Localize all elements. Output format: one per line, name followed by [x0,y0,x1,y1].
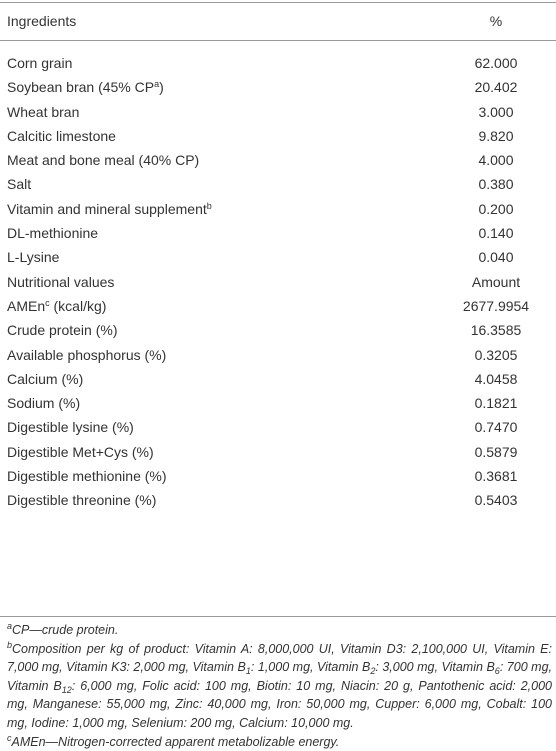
table-row [0,124,556,148]
row-value: 4.000 [478,152,514,169]
row-label: Corn grain [7,55,73,71]
row-value: 0.200 [478,200,514,217]
table-row [0,245,556,269]
row-value: 0.140 [478,225,514,242]
table-row [0,343,556,367]
header-rule [0,40,556,41]
row-value: 3.000 [478,103,514,120]
row-value: 0.1821 [474,395,518,412]
table-row [0,100,556,124]
row-value: 20.402 [474,79,518,96]
footnote-b: $^b$Composition per kg of product: Vitamin A: 8,000,000 UI, Vitamin D3: 2,100,000 UI, Vitamin E: 7,000 mg, Vitamin K3: 2,000 mg, Vitamin $B_1$: 1,000 mg, Vitamin $B_2$: 3,000 mg, Vitamin $B_6$: 700 mg, Vitamin $B_{12}$: 6,000 mg, Folic acid: 100 mg, Biotin: 10 mg, Niacin: 20 g, Pantothenic acid: 2,000 mg, Manganese: 55,000 mg, Zinc: 40,000 mg, Iron: 50,000 mg, Cupper: 6,000 mg, Cobalt: 100 mg, Iodine: 1,000 mg, Selenium: 200 mg, Calcium: 10,000 mg. [7,639,553,730]
table-row [0,367,556,391]
row-label: Vitamin and mineral supplement$^b$ [7,200,212,217]
row-value: 0.5879 [474,443,518,460]
table-row [0,172,556,196]
row-value: 0.040 [478,249,514,266]
row-value: 16.3585 [470,322,522,339]
row-label: Digestible Met+Cys (%) [7,443,154,460]
table-row [0,464,556,488]
table-body [0,51,556,513]
row-label: Soybean bran (45% $CP^a$) [7,79,164,96]
row-label: Meat and bone meal (40% CP) [7,152,200,169]
footnote-a: $^a$CP—crude protein. [7,621,119,637]
row-label: Nutritional values [7,273,115,290]
footnote-marker: c [45,297,50,308]
table-row [0,148,556,172]
table-row [0,415,556,439]
row-value: 0.7470 [474,419,518,436]
table-row [0,440,556,464]
row-value: 0.3681 [474,468,518,485]
row-value: 0.3205 [474,346,518,363]
table-row [0,318,556,342]
row-label: Digestible threonine (%) [7,492,157,509]
table-row [0,488,556,512]
row-label: Wheat bran [7,103,80,120]
table-row [0,391,556,415]
row-label: Sodium (%) [7,395,81,412]
row-label: DL-methionine [7,225,99,242]
row-label: Calcium (%) [7,370,84,387]
row-value: 0.5403 [474,492,518,509]
top-rule [0,2,556,3]
row-label: Crude protein (%) [7,322,118,339]
row-label: AMEn$^c$ (kcal/kg) [7,297,107,314]
table-row [0,197,556,221]
footnote-c: $^c$AMEn—Nitrogen-corrected apparent metabolizable energy. [7,732,340,749]
row-label: Digestible methionine (%) [7,468,167,485]
row-value: Amount [471,273,521,290]
bottom-rule [0,616,556,617]
row-value: 2677.9954 [462,297,530,314]
table-row [0,75,556,99]
row-label: Calcitic limestone [7,127,116,144]
row-label: Salt [7,176,32,193]
header-ingredients: Ingredients [7,13,77,29]
row-value: 9.820 [478,127,514,144]
row-label: Available phosphorus (%) [7,346,167,363]
table-row [0,221,556,245]
row-label: L-Lysine [7,249,60,266]
header-percent: % [489,13,503,29]
table-row [0,51,556,75]
footnote-marker: a [154,79,160,90]
row-value: 4.0458 [474,370,518,387]
row-label: Digestible lysine (%) [7,419,134,436]
footnote-marker: b [206,200,212,211]
row-value: 62.000 [474,55,518,71]
table-row [0,270,556,294]
table-row [0,294,556,318]
row-value: 0.380 [478,176,514,193]
